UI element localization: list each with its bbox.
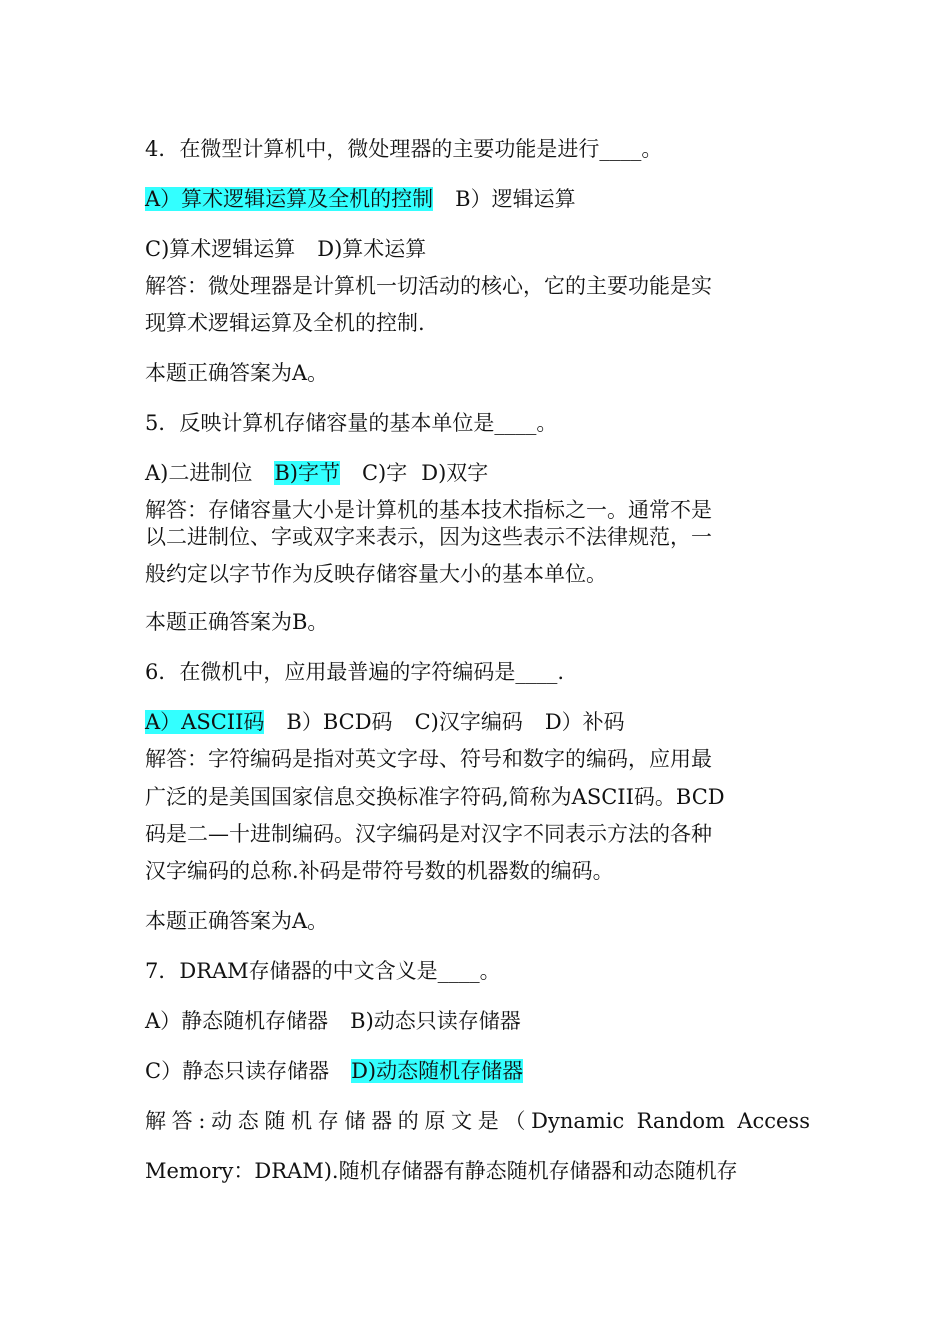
explanation-4-line-2: 现算术逻辑运算及全机的控制. bbox=[145, 311, 425, 335]
question-7-options-row2 bbox=[145, 1056, 810, 1086]
option-c: C）静态只读存储器 bbox=[145, 1059, 330, 1083]
explanation-5-line-2: 以二进制位、字或双字来表示，因为这些表示不法律规范，一 bbox=[145, 525, 712, 549]
explanation-5-line-1: 解答：存储容量大小是计算机的基本技术指标之一。通常不是 bbox=[145, 498, 712, 522]
option-a: A）静态随机存储器 bbox=[145, 1009, 329, 1033]
option-d-correct: D)动态随机存储器 bbox=[351, 1059, 524, 1083]
option-b: B）BCD码 bbox=[286, 710, 393, 734]
question-5-options bbox=[145, 458, 810, 488]
explanation-4-line-1: 解答：微处理器是计算机一切活动的核心，它的主要功能是实 bbox=[145, 274, 712, 298]
explanation-5-line-3: 般约定以字节作为反映存储容量大小的基本单位。 bbox=[145, 562, 607, 586]
explanation-6-line-3: 码是二—十进制编码。汉字编码是对汉字不同表示方法的各种 bbox=[145, 822, 712, 846]
option-c: C)汉字编码 bbox=[414, 710, 523, 734]
option-a: A)二进制位 bbox=[145, 461, 253, 485]
option-b-correct: B)字节 bbox=[274, 461, 340, 485]
option-c: C)算术逻辑运算 bbox=[145, 237, 296, 261]
option-c: C)字 bbox=[361, 461, 408, 485]
explanation-6-line-4: 汉字编码的总称.补码是带符号数的机器数的编码。 bbox=[145, 859, 614, 883]
question-4: 4．在微型计算机中，微处理器的主要功能是进行____。 bbox=[145, 137, 663, 161]
option-b: B)动态只读存储器 bbox=[350, 1009, 521, 1033]
question-4-options-row1 bbox=[145, 184, 810, 214]
answer-6: 本题正确答案为A。 bbox=[145, 909, 329, 933]
answer-5: 本题正确答案为B。 bbox=[145, 610, 329, 634]
option-a-correct: A）算术逻辑运算及全机的控制 bbox=[145, 187, 434, 211]
question-4-options-row2 bbox=[145, 234, 810, 264]
question-7-options-row1 bbox=[145, 1006, 810, 1036]
question-6: 6．在微机中，应用最普遍的字符编码是____. bbox=[145, 660, 565, 684]
question-6-options bbox=[145, 707, 810, 737]
answer-4: 本题正确答案为A。 bbox=[145, 361, 329, 385]
question-5: 5．反映计算机存储容量的基本单位是____。 bbox=[145, 411, 558, 435]
explanation-7-line-1: 解答:动态随机存储器的原文是（Dynamic Random Access bbox=[145, 1109, 810, 1133]
option-d: D)算术运算 bbox=[317, 237, 427, 261]
option-d: D）补码 bbox=[544, 710, 625, 734]
explanation-7-line-2: Memory：DRAM).随机存储器有静态随机存储器和动态随机存 bbox=[145, 1159, 738, 1183]
question-7: 7．DRAM存储器的中文含义是____。 bbox=[145, 959, 501, 983]
explanation-6-line-2: 广泛的是美国国家信息交换标准字符码,简称为ASCII码。BCD bbox=[145, 785, 725, 809]
option-d: D)双字 bbox=[421, 461, 489, 485]
option-b: B）逻辑运算 bbox=[455, 187, 576, 211]
option-a-correct: A）ASCII码 bbox=[145, 710, 265, 734]
explanation-6-line-1: 解答：字符编码是指对英文字母、符号和数字的编码，应用最 bbox=[145, 747, 712, 771]
